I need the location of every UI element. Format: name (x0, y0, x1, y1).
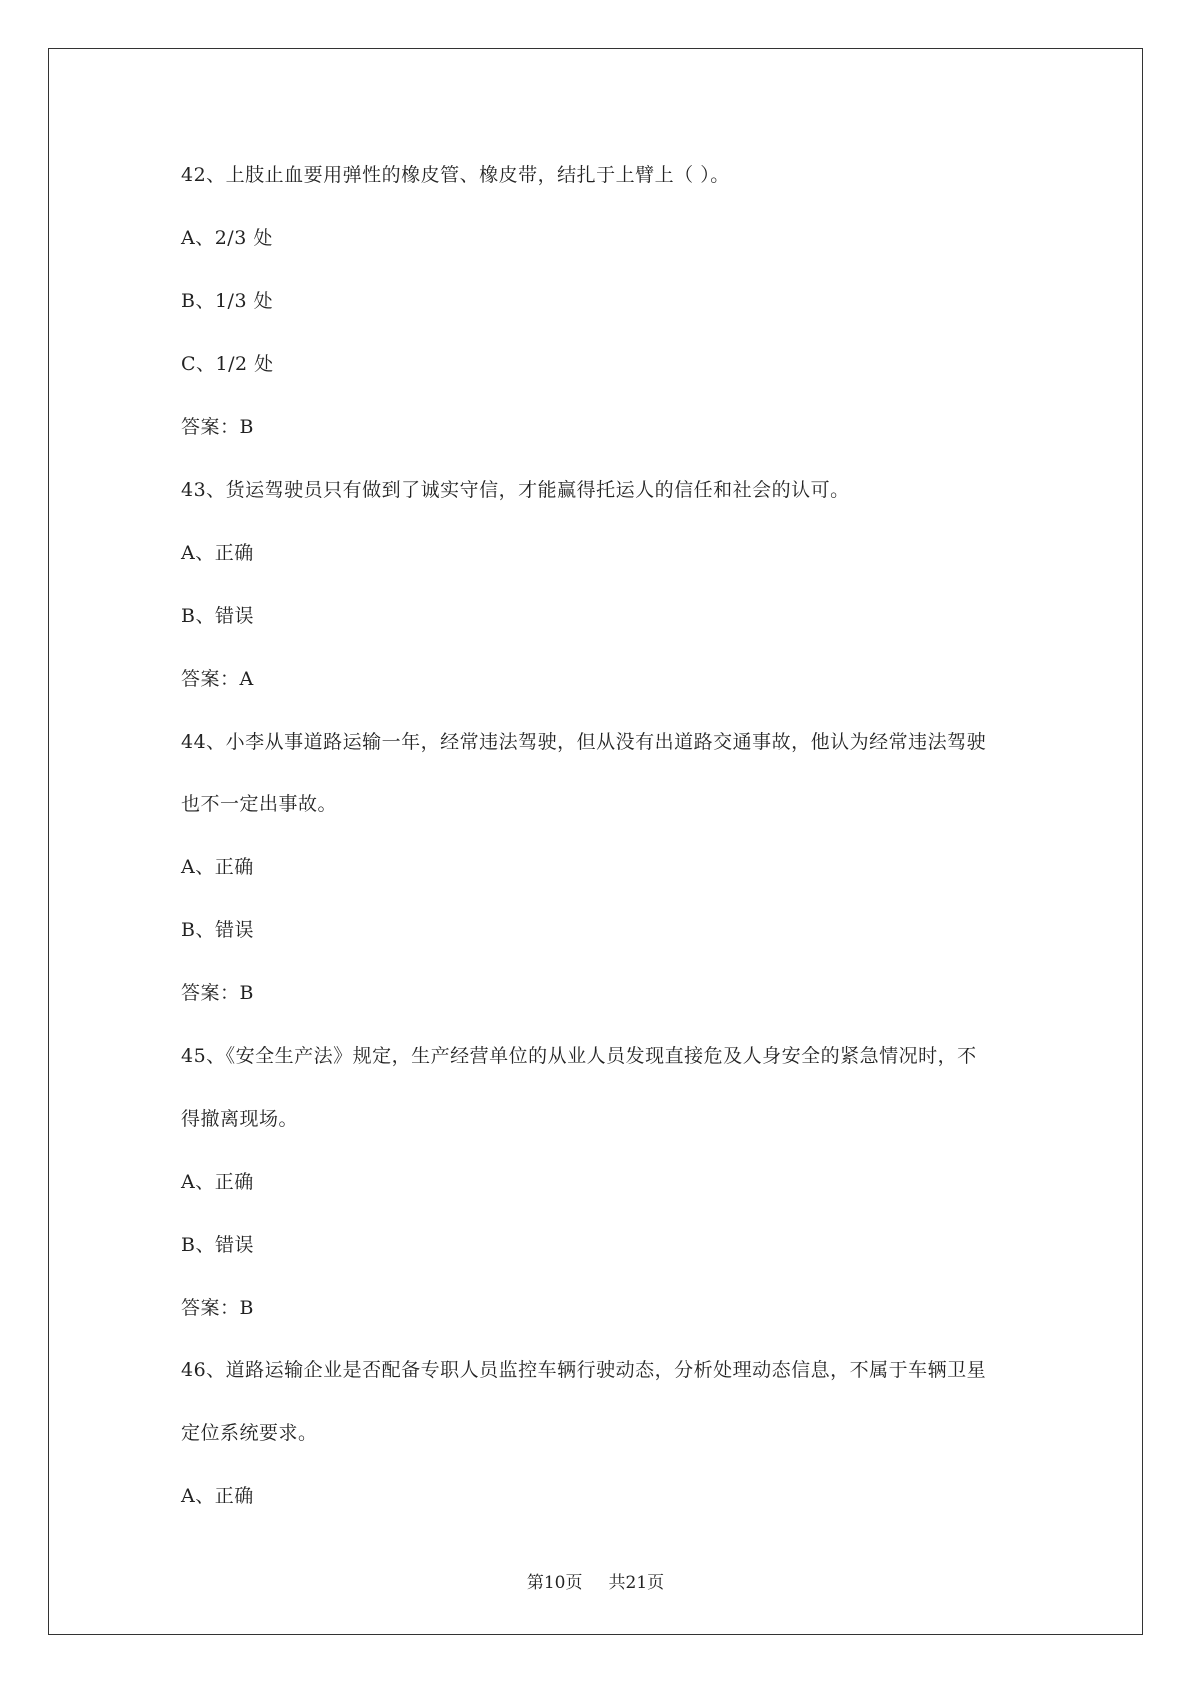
question-46-text-line-2: 定位系统要求。 (181, 1422, 318, 1444)
question-46-text-line-1: 46、道路运输企业是否配备专职人员监控车辆行驶动态，分析处理动态信息，不属于车辆卫星 (181, 1359, 987, 1381)
question-44-text-line-1: 44、小李从事道路运输一年，经常违法驾驶，但从没有出道路交通事故，他认为经常违法驾驶 (181, 731, 987, 753)
question-43-option-a: A、正确 (181, 542, 254, 564)
question-42-option-a: A、2/3 处 (181, 227, 273, 249)
question-45-answer: 答案：B (181, 1297, 254, 1319)
question-44-option-a: A、正确 (181, 856, 254, 878)
question-45-option-b: B、错误 (181, 1234, 254, 1256)
question-45-option-a: A、正确 (181, 1171, 254, 1193)
question-44-answer: 答案：B (181, 982, 254, 1004)
page-border (48, 48, 1143, 1635)
question-43-text: 43、货运驾驶员只有做到了诚实守信，才能赢得托运人的信任和社会的认可。 (181, 479, 850, 501)
question-42-text: 42、上肢止血要用弹性的橡皮管、橡皮带，结扎于上臂上（ ）。 (181, 164, 730, 186)
page-footer (0, 1572, 1191, 1594)
question-43-answer: 答案：A (181, 668, 254, 690)
question-42-option-c: C、1/2 处 (181, 353, 274, 375)
question-44-option-b: B、错误 (181, 919, 254, 941)
question-45-text-line-1: 45、《安全生产法》规定，生产经营单位的从业人员发现直接危及人身安全的紧急情况时，不 (181, 1045, 977, 1067)
page-total: 共21页 (608, 1573, 665, 1593)
question-46-option-a: A、正确 (181, 1485, 254, 1507)
question-43-option-b: B、错误 (181, 605, 254, 627)
question-45-text-line-2: 得撤离现场。 (181, 1108, 299, 1130)
question-42-answer: 答案：B (181, 416, 254, 438)
page-number: 第10页 (526, 1573, 583, 1593)
question-42-option-b: B、1/3 处 (181, 290, 274, 312)
question-44-text-line-2: 也不一定出事故。 (181, 793, 338, 815)
